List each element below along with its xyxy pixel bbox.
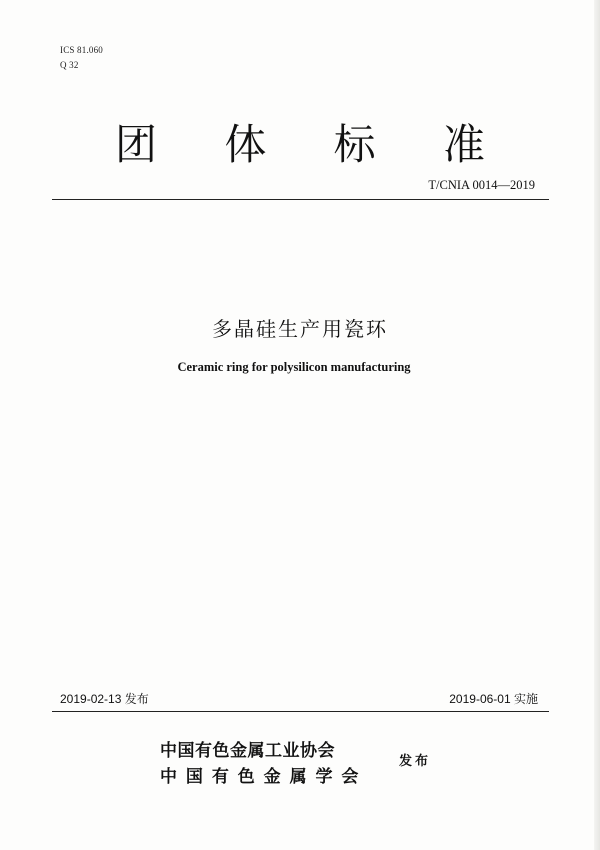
document-title-en: Ceramic ring for polysilicon manufacturing xyxy=(177,360,411,374)
title-char: 标 xyxy=(333,120,376,169)
publisher-2: 中 国 有 色 金 属 学 会 xyxy=(160,767,360,787)
implement-date xyxy=(449,690,538,707)
implement-date-value: 2019-06-01 xyxy=(449,692,511,706)
bottom-divider xyxy=(52,711,549,712)
publisher-1: 中国有色金属工业协会 xyxy=(160,741,335,761)
ics-code: ICS 81.060 xyxy=(60,45,104,55)
title-char: 体 xyxy=(224,120,267,169)
release-date xyxy=(60,690,149,707)
title-char: 准 xyxy=(442,120,485,169)
ccs-code: Q 32 xyxy=(60,60,79,70)
scan-edge-shadow xyxy=(594,0,600,850)
release-date-value: 2019-02-13 xyxy=(60,692,122,706)
publish-label: 发布 xyxy=(399,754,432,769)
implement-date-label: 实施 xyxy=(513,692,538,706)
standard-number: T/CNIA 0014—2019 xyxy=(428,178,535,192)
release-date-label: 发布 xyxy=(124,692,149,706)
standard-type-title xyxy=(115,112,485,172)
top-divider xyxy=(52,199,549,200)
title-char: 团 xyxy=(115,120,158,169)
document-title-cn: 多晶硅生产用瓷环 xyxy=(212,317,388,341)
